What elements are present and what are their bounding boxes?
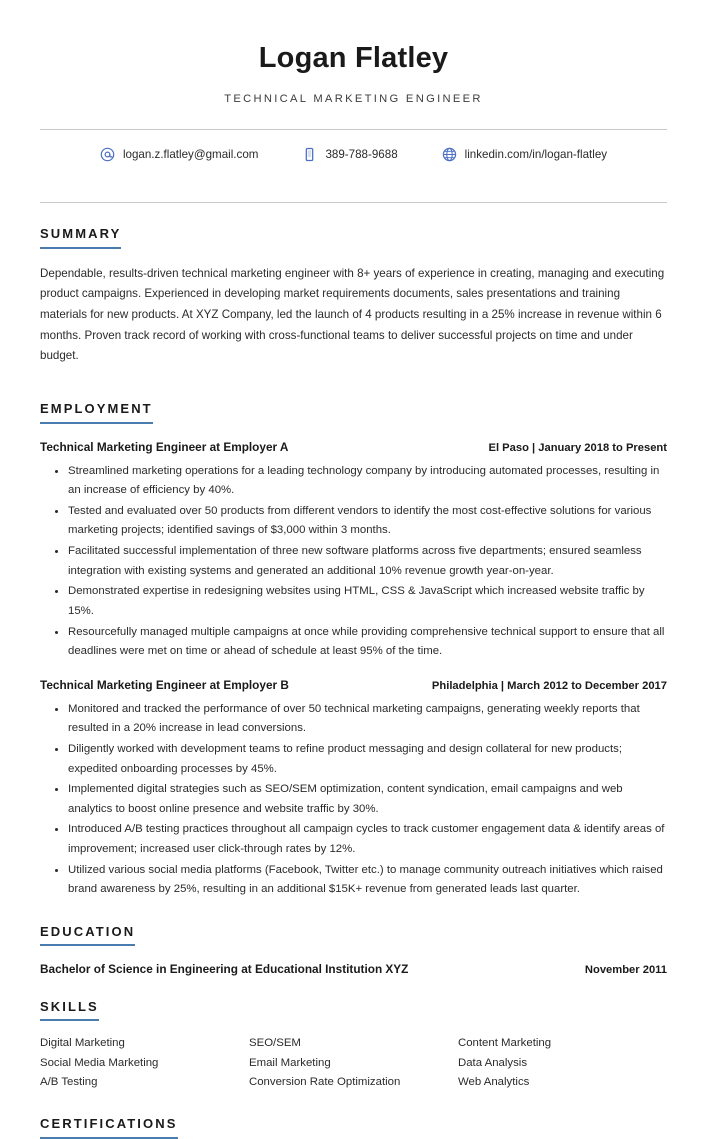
contact-email-text: logan.z.flatley@gmail.com	[122, 148, 259, 162]
employment-bullet: Introduced A/B testing practices throughout all campaign cycles to track customer engagement data & identify areas of improvement; increased user click-through rates by 12%.	[68, 820, 667, 859]
employment-role: Technical Marketing Engineer at Employer B	[40, 677, 289, 692]
skills-column	[249, 1035, 458, 1093]
skills-column	[40, 1035, 249, 1093]
section-employment	[40, 378, 667, 899]
skill-item: Web Analytics	[458, 1076, 530, 1089]
employment-bullet: Demonstrated expertise in redesigning websites using HTML, CSS & JavaScript which increased website traffic by 15%.	[68, 582, 667, 621]
employment-bullet: Utilized various social media platforms (Facebook, Twitter etc.) to manage community outreach initiatives which raised brand awareness by 25%, resulting in an additional $15K+ revenue from generated leads last quarter.	[68, 861, 667, 900]
employment-location-dates: El Paso | January 2018 to Present	[488, 441, 667, 454]
skills-grid	[40, 1035, 667, 1093]
contact-email[interactable]	[100, 147, 259, 162]
education-date: November 2011	[584, 964, 667, 977]
skill-item: A/B Testing	[40, 1076, 98, 1089]
resume-header	[40, 0, 667, 105]
employment-bullet-list	[40, 700, 667, 900]
employment-bullet: Resourcefully managed multiple campaigns at once while providing comprehensive technical support to ensure that all deadlines were met on time or ahead of schedule at least 95% of the time.	[68, 623, 667, 662]
skill-item: Social Media Marketing	[40, 1056, 159, 1069]
section-education	[40, 901, 667, 976]
employment-bullet: Streamlined marketing operations for a leading technology company by introducing automated processes, resulting in an increase of efficiency by 40%.	[68, 462, 667, 501]
employment-location-dates: Philadelphia | March 2012 to December 2017	[431, 679, 667, 692]
skill-item: Content Marketing	[458, 1037, 552, 1050]
candidate-job-title: TECHNICAL MARKETING ENGINEER	[224, 93, 483, 106]
employment-bullet: Tested and evaluated over 50 products from different vendors to identify the most cost-effective solutions for various marketing projects; identified savings of $3,000 within 3 months.	[68, 502, 667, 541]
employment-entry	[40, 440, 667, 662]
employment-entry-header	[40, 440, 667, 454]
summary-paragraph: Dependable, results-driven technical marketing engineer with 8+ years of experience in creating, managing and executing product campaigns. Experienced in developing market requirements documents, sales presentations and training materials for new products. At XYZ Company, led the launch of 4 products resulting in a 25% increase in revenue within 6 months. Proven track record of working with cross-functional teams to deliver successful projects on time and under budget.	[40, 266, 665, 363]
employment-bullet: Facilitated successful implementation of three new software platforms across five departments; ensured seamless integration with existing systems and generated an additional 10% revenue growth year-on-year.	[68, 542, 667, 581]
section-skills-heading	[40, 1000, 99, 1021]
section-summary	[40, 203, 667, 366]
contact-phone-text: 389-788-9688	[325, 148, 398, 162]
section-education-title: EDUCATION	[40, 923, 136, 939]
skills-column	[458, 1035, 667, 1093]
section-employment-heading	[40, 402, 153, 423]
section-skills-title: SKILLS	[40, 999, 99, 1015]
skill-item: Conversion Rate Optimization	[249, 1076, 401, 1089]
education-entry	[40, 962, 667, 976]
section-summary-heading	[40, 227, 121, 248]
section-employment-title: EMPLOYMENT	[40, 401, 153, 417]
skill-item: Data Analysis	[458, 1056, 528, 1069]
mobile-phone-icon	[302, 147, 317, 162]
skill-item: SEO/SEM	[249, 1037, 301, 1050]
employment-bullet: Diligently worked with development teams to refine product messaging and design collateral for new products; expedited onboarding processes by 45%.	[68, 740, 667, 779]
contact-row	[40, 130, 667, 178]
employment-role: Technical Marketing Engineer at Employer A	[40, 439, 289, 454]
employment-entry-header	[40, 678, 667, 692]
skill-item: Email Marketing	[249, 1056, 331, 1069]
skill-item: Digital Marketing	[40, 1037, 125, 1050]
employment-bullet: Implemented digital strategies such as SEO/SEM optimization, content syndication, email campaigns and web analytics to boost online presence and website traffic by 30%.	[68, 780, 667, 819]
section-education-heading	[40, 925, 135, 946]
section-certifications-heading	[40, 1117, 178, 1138]
section-skills	[40, 976, 667, 1093]
at-sign-icon	[100, 147, 115, 162]
globe-icon	[442, 147, 457, 162]
contact-phone[interactable]	[302, 147, 397, 162]
candidate-name: Logan Flatley	[258, 42, 449, 74]
section-summary-title: SUMMARY	[40, 226, 122, 242]
employment-bullet: Monitored and tracked the performance of over 50 technical marketing campaigns, generating weekly reports that resulted in a 20% increase in lead conversions.	[68, 700, 667, 739]
employment-bullet-list	[40, 462, 667, 662]
section-certifications	[40, 1093, 667, 1138]
education-degree: Bachelor of Science in Engineering at Educational Institution XYZ	[40, 962, 409, 977]
contact-website[interactable]	[442, 147, 607, 162]
employment-entry	[40, 678, 667, 900]
section-certifications-title: CERTIFICATIONS	[40, 1116, 178, 1132]
contact-website-text: linkedin.com/in/logan-flatley	[464, 148, 608, 162]
